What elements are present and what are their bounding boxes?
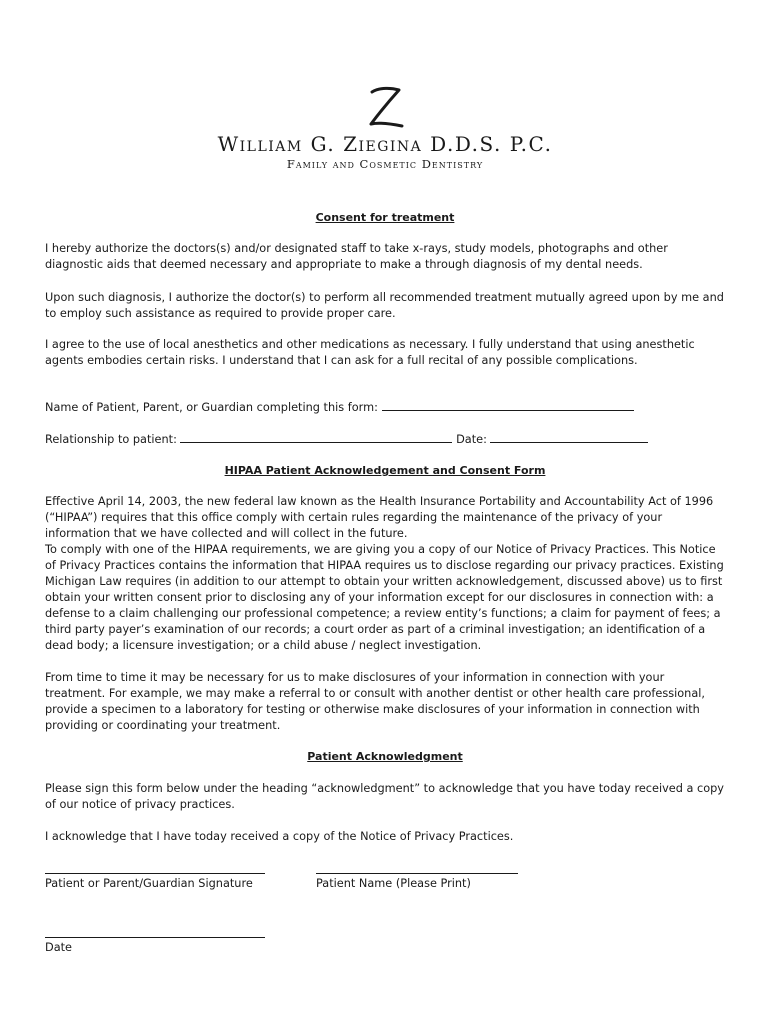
consent-paragraph-3: I agree to the use of local anesthetics and other medications as necessary. I fully understand that using anesthetic agents embodies certain risks. I understand that I can ask for a full recital of any possible complications. [45,338,695,367]
print-name-field[interactable] [316,873,518,874]
relationship-field[interactable] [180,432,452,443]
signature-label: Patient or Parent/Guardian Signature [45,877,253,890]
consent-paragraph-2: Upon such diagnosis, I authorize the doctor(s) to perform all recommended treatment mutually agreed upon by me and to employ such assistance as required to provide proper care. [45,291,724,320]
acknowledgment-date-field[interactable] [45,937,265,938]
guardian-name-label: Name of Patient, Parent, or Guardian completing this form: [45,401,378,414]
practice-name: William G. Ziegina D.D.S. P.C. [217,132,553,156]
acknowledgment-paragraph-1: Please sign this form below under the heading “acknowledgment” to acknowledge that you have today received a copy of our notice of privacy practices. [45,782,724,811]
relationship-label: Relationship to patient: [45,433,177,446]
relationship-row [45,432,725,448]
hipaa-paragraph-2: To comply with one of the HIPAA requirements, we are giving you a copy of our Notice of Privacy Practices. This Notice of Privacy Practices contains the information that HIPAA requires us to disclose regarding our privacy practices. Existing Michigan Law requires (in addition to our attempt to obtain your written acknowledgement, discussed above) us to first obtain your written consent prior to disclosing any of your information except for our disclosures in connection with: a defense to a claim challenging our professional competence; a review entity’s functions; a claim for payment of fees; a third party payer’s examination of our records; a court order as part of a criminal investigation; an identification of a dead body; a licensure investigation; or a child abuse / neglect investigation. [45,543,724,652]
consent-date-field[interactable] [490,432,648,443]
hipaa-heading: HIPAA Patient Acknowledgement and Consent Form [224,464,546,477]
practice-logo-z [366,84,406,130]
consent-paragraph-1: I hereby authorize the doctors(s) and/or designated staff to take x-rays, study models, photographs and other diagnostic aids that deemed necessary and appropriate to make a through diagnosis of my dental needs. [45,242,668,271]
consent-date-label: Date: [456,433,487,446]
signature-field[interactable] [45,873,265,874]
consent-heading: Consent for treatment [315,211,455,224]
guardian-name-field[interactable] [382,400,634,411]
hipaa-paragraph-1: Effective April 14, 2003, the new federal law known as the Health Insurance Portability and Accountability Act of 1996 (“HIPAA”) requires that this office comply with certain rules regarding the maintenance of the privacy of your information that we have collected and will collect in the future. [45,495,714,540]
acknowledgment-heading: Patient Acknowledgment [307,750,463,763]
acknowledgment-paragraph-2: I acknowledge that I have today received a copy of the Notice of Privacy Practices. [45,830,514,843]
hipaa-paragraph-3: From time to time it may be necessary for us to make disclosures of your information in connection with your treatment. For example, we may make a referral to or consult with another dentist or other health care professional, provide a specimen to a laboratory for testing or otherwise make disclosures of your information in connection with providing or coordinating your treatment. [45,671,705,732]
guardian-name-row [45,400,725,416]
print-name-label: Patient Name (Please Print) [316,877,471,890]
practice-subtitle: Family and Cosmetic Dentistry [286,157,484,171]
acknowledgment-date-label: Date [45,941,73,954]
